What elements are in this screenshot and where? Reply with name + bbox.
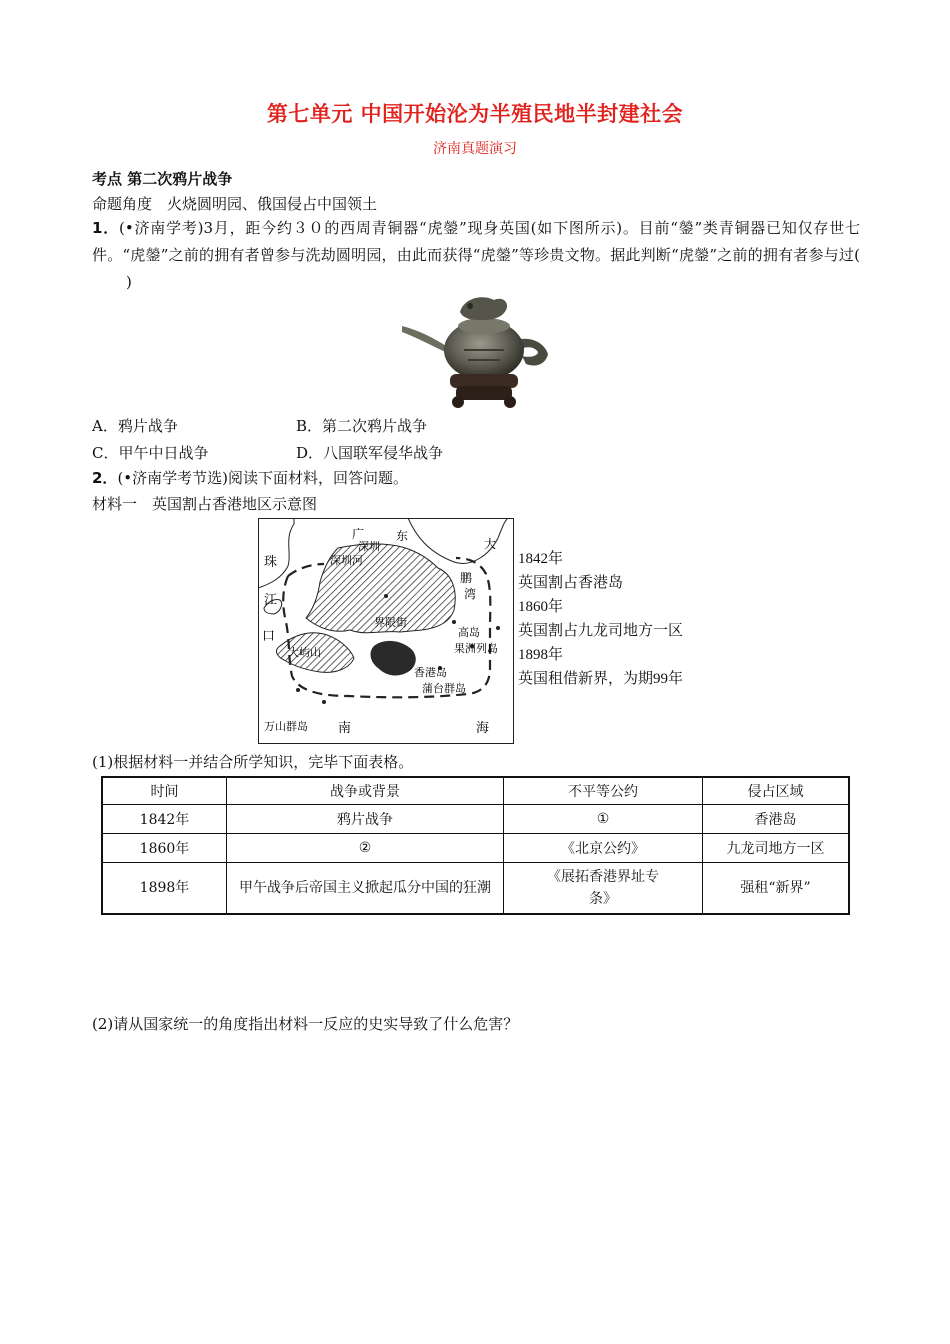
hong-kong-map xyxy=(258,518,514,744)
question-1-text: (•济南学考)3月，距今约３０的西周青铜器“虎鎣”现身英国(如下图所示)。目前“鎣”类青铜器已知仅存世七件。“虎鎣”之前的拥有者曾参与洗劫圆明园，由此而获得“虎鎣”等珍贵文物。据此判断“虎鎣”之前的拥有者参与过( xyxy=(92,219,860,264)
table-header-row xyxy=(102,777,849,805)
map-label-kou: 口 xyxy=(262,629,276,644)
table-cell-blank-2[interactable]: ② xyxy=(227,834,504,863)
question-2 xyxy=(92,467,408,488)
material-label: 材料一 英国割占香港地区示意图 xyxy=(92,495,318,513)
table-cell: 香港岛 xyxy=(703,805,850,834)
map-label-hai: 海 xyxy=(476,721,490,736)
map-label-dayushan: 大屿山 xyxy=(288,646,321,659)
question-1-number: 1． xyxy=(92,219,120,237)
map-label-zhu: 珠 xyxy=(264,555,278,570)
map-note-1898: 1898年 xyxy=(518,647,564,663)
map-label-jiang: 江 xyxy=(264,593,278,608)
question-1-paren: ) xyxy=(126,273,132,291)
map-label-jiexianjie: 界限街 xyxy=(374,616,407,629)
question-1 xyxy=(92,215,860,296)
table-cell: 1842年 xyxy=(102,805,227,834)
map-label-nan: 南 xyxy=(338,721,352,736)
sub-question-1: (1)根据材料一并结合所学知识，完毕下面表格。 xyxy=(92,753,414,771)
question-2-number: 2． xyxy=(92,469,118,487)
map-label-shenzhen: 深圳 xyxy=(358,540,380,553)
option-d[interactable]: D．八国联军侵华战争 xyxy=(296,444,444,462)
map-label-shenzhenhe: 深圳河 xyxy=(330,554,363,567)
topic-heading: 考点 第二次鸦片战争 xyxy=(92,170,233,188)
tiger-bronze-ware-image xyxy=(398,290,558,410)
table-header: 时间 xyxy=(102,777,227,805)
page-subtitle: 济南真题演习 xyxy=(433,141,517,157)
map-note-1860: 1860年 xyxy=(518,599,564,615)
map-label-peng: 鹏 xyxy=(460,571,473,585)
table-cell: 甲午战争后帝国主义掀起瓜分中国的狂潮 xyxy=(227,863,504,915)
table-row xyxy=(102,834,849,863)
table-cell: 九龙司地方一区 xyxy=(703,834,850,863)
map-notes xyxy=(518,547,683,691)
table-row xyxy=(102,863,849,915)
table-cell: 《展拓香港界址专条》 xyxy=(504,863,703,915)
map-label-guang: 广 xyxy=(352,527,365,541)
table-cell-blank-1[interactable]: ① xyxy=(504,805,703,834)
map-label-guozhou: 果洲列岛 xyxy=(454,642,498,655)
question-angle: 命题角度 火烧圆明园、俄国侵占中国领土 xyxy=(92,195,378,213)
question-2-text: (•济南学考节选)阅读下面材料，回答问题。 xyxy=(117,469,408,487)
map-label-dong: 东 xyxy=(396,529,409,543)
table-cell: 1898年 xyxy=(102,863,227,915)
table-header: 战争或背景 xyxy=(227,777,504,805)
option-b[interactable]: B．第二次鸦片战争 xyxy=(296,417,428,435)
map-label-gaodao: 高岛 xyxy=(458,626,480,639)
map-label-da: 大 xyxy=(484,537,497,551)
table-header: 侵占区域 xyxy=(703,777,850,805)
map-note-1842-event: 英国割占香港岛 xyxy=(518,575,624,591)
answer-table xyxy=(101,776,850,915)
map-note-1860-event: 英国割占九龙司地方一区 xyxy=(518,623,684,639)
sub-question-2: (2)请从国家统一的角度指出材料一反应的史实导致了什么危害？ xyxy=(92,1015,519,1033)
map-label-wan: 湾 xyxy=(464,587,477,601)
table-cell: 鸦片战争 xyxy=(227,805,504,834)
map-note-1842: 1842年 xyxy=(518,551,564,567)
map-note-1898-event: 英国租借新界，为期99年 xyxy=(518,671,684,687)
map-label-wanshan: 万山群岛 xyxy=(264,720,308,733)
option-c[interactable]: C．甲午中日战争 xyxy=(92,444,209,462)
table-row xyxy=(102,805,849,834)
table-cell: 《北京公约》 xyxy=(504,834,703,863)
table-header: 不平等公约 xyxy=(504,777,703,805)
option-a[interactable]: A．鸦片战争 xyxy=(92,417,178,435)
table-cell: 1860年 xyxy=(102,834,227,863)
table-cell: 强租“新界” xyxy=(703,863,850,915)
page-title: 第七单元 中国开始沦为半殖民地半封建社会 xyxy=(266,102,684,126)
map-label-xianggang: 香港岛 xyxy=(414,666,447,679)
map-label-putai: 蒲台群岛 xyxy=(422,682,466,695)
